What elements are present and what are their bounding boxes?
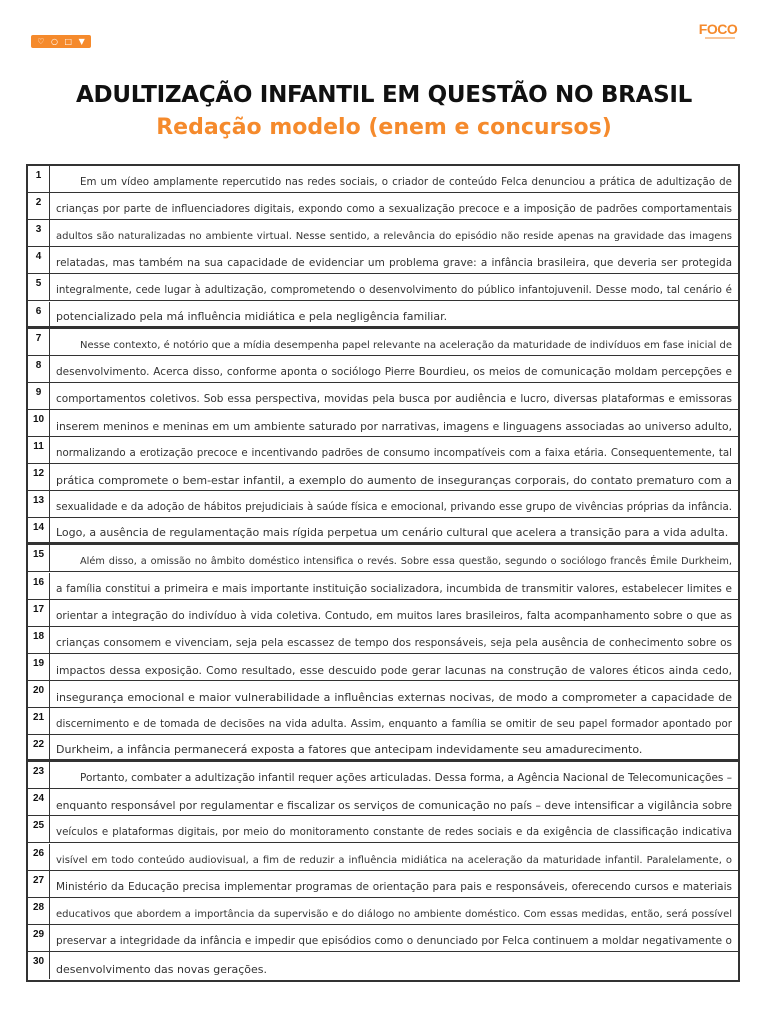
line-number: 14 [28,518,50,542]
line-number: 30 [28,952,50,979]
line-text: Ministério da Educação precisa implementar programas de orientação para pais e responsáveis, oferecendo cursos e materiais [56,880,732,893]
filter-icon[interactable]: ▼ [78,37,85,46]
brand-logo-tagline [705,37,735,39]
essay-line [28,735,738,762]
line-text: crianças por parte de influenciadores digitais, expondo como a sexualização precoce e a imposição de padrões comportamentais [56,203,732,216]
line-text: discernimento e de tomada de decisões na vida adulta. Assim, enquanto a família se omitir de seu papel formador apontado por [56,718,732,731]
line-number: 12 [28,464,50,490]
essay-line [28,166,738,193]
line-number: 15 [28,545,50,571]
essay-line [28,220,738,247]
action-toolbar [31,35,91,48]
line-number: 28 [28,898,50,924]
line-number: 2 [28,193,50,219]
essay-line [28,383,738,410]
page-title: ADULTIZAÇÃO INFANTIL EM QUESTÃO NO BRASIL [76,82,692,108]
line-text: prática compromete o bem-estar infantil, a exemplo do aumento de inseguranças corporais, do contato prematuro com a [56,474,732,488]
essay-line [28,789,738,816]
line-number: 18 [28,627,50,653]
line-text: educativos que abordem a importância da supervisão e do diálogo no ambiente doméstico. Com essas medidas, então, será possível [56,908,732,920]
essay-line [28,329,738,356]
essay-line [28,437,738,464]
line-number: 25 [28,816,50,842]
essay-line [28,464,738,491]
line-text: impactos dessa exposição. Como resultado, esse descuido pode gerar lacunas na construção de valores éticos ainda cedo, [56,663,732,677]
essay-line [28,491,738,518]
line-text: desenvolvimento das novas gerações. [56,962,267,976]
essay-line [28,302,738,329]
line-number: 26 [28,844,50,870]
line-number: 13 [28,491,50,517]
essay-line [28,545,738,572]
line-number: 21 [28,708,50,734]
line-number: 8 [28,356,50,382]
brand-logo: FOCO [698,21,738,37]
line-number: 29 [28,925,50,951]
essay-sheet [26,164,740,982]
line-text: inserem meninos e meninas em um ambiente saturado por narrativas, imagens e linguagens associadas ao universo adulto, [56,419,732,433]
line-text: Portanto, combater a adultização infantil requer ações articuladas. Dessa forma, a Agência Nacional de Telecomunicações – [80,772,732,785]
line-number: 27 [28,871,50,897]
line-text: Em um vídeo amplamente repercutido nas redes sociais, o criador de conteúdo Felca denunciou a prática de adultização de [80,176,732,189]
page-subtitle: Redação modelo (enem e concursos) [156,115,612,140]
essay-line [28,627,738,654]
essay-line [28,952,738,979]
line-text: preservar a integridade da infância e impedir que episódios como o denunciado por Felca continuem a moldar negativamente o [56,934,732,947]
line-number: 9 [28,383,50,409]
line-text: a família constitui a primeira e mais importante instituição socializadora, incumbida de transmitir valores, estabelecer limites e [56,582,732,595]
essay-line [28,600,738,627]
line-number: 22 [28,735,50,759]
essay-line [28,518,738,545]
line-text: orientar a integração do indivíduo à vida coletiva. Contudo, em muitos lares brasileiros, falta acompanhamento sobre o que as [56,609,732,622]
line-number: 17 [28,600,50,626]
line-number: 10 [28,410,50,436]
line-number: 5 [28,274,50,300]
essay-line [28,816,738,843]
line-text: enquanto responsável por regulamentar e fiscalizar os serviços de comunicação no país – deve intensificar a vigilância sobre [56,799,732,813]
essay-line [28,762,738,789]
essay-line [28,708,738,735]
line-text: Logo, a ausência de regulamentação mais rígida perpetua um cenário cultural que acelera a transição para a vida adulta. [56,526,729,540]
line-number: 1 [28,166,50,192]
essay-line [28,681,738,708]
line-number: 16 [28,573,50,599]
heart-icon[interactable]: ♡ [37,37,45,46]
essay-line [28,844,738,871]
essay-line [28,274,738,301]
line-text: adultos são naturalizadas no ambiente virtual. Nesse sentido, a relevância do episódio não reside apenas na gravidade das imagens [56,231,732,243]
line-text: crianças consomem e vivenciam, seja pela escassez de tempo dos responsáveis, seja pela ausência de conhecimento sobre os [56,636,732,649]
line-text: normalizando a erotização precoce e incentivando padrões de consumo incompatíveis com a faixa etária. Consequentemente, tal [56,447,732,460]
essay-line [28,193,738,220]
line-number: 24 [28,789,50,815]
line-text: Nesse contexto, é notório que a mídia desempenha papel relevante na aceleração da maturidade de indivíduos em fase inicial de [80,339,732,351]
essay-line [28,871,738,898]
line-text: visível em todo conteúdo audiovisual, a fim de reduzir a influência midiática na aceleração da maturidade infantil. Paralelamente, o [56,854,732,866]
line-number: 3 [28,220,50,246]
line-text: integralmente, cede lugar à adultização, comprometendo o desenvolvimento do público infantojuvenil. Desse modo, tal cenário é [56,284,732,297]
line-number: 11 [28,437,50,463]
line-text: sexualidade e da adoção de hábitos prejudiciais à saúde física e emocional, privando esse grupo de vivências próprias da infância. [56,501,732,514]
essay-line [28,410,738,437]
line-text: potencializado pela má influência midiática e pela negligência familiar. [56,309,448,323]
line-number: 20 [28,681,50,707]
line-text: relatadas, mas também na sua capacidade de evidenciar um problema grave: a infância brasileira, que deveria ser protegida [56,257,732,270]
essay-line [28,573,738,600]
bookmark-icon[interactable]: □ [64,37,73,46]
top-bar [0,0,768,60]
essay-line [28,247,738,274]
line-number: 7 [28,329,50,355]
essay-line [28,925,738,952]
comment-icon[interactable]: ○ [50,37,58,46]
line-text: desenvolvimento. Acerca disso, conforme aponta o sociólogo Pierre Bourdieu, os meios de comunicação moldam percepções e [56,365,732,378]
line-text: Além disso, a omissão no âmbito doméstico intensifica o revés. Sobre essa questão, segundo o sociólogo francês Émile Durkheim, [80,556,732,568]
line-text: comportamentos coletivos. Sob essa perspectiva, movidas pela busca por audiência e lucro, diversas plataformas e emissoras [56,392,732,405]
essay-line [28,356,738,383]
line-text: Durkheim, a infância permanecerá exposta a fatores que antecipam indevidamente seu amadurecimento. [56,743,643,757]
line-text: insegurança emocional e maior vulnerabilidade a influências externas nocivas, de modo a comprometer a capacidade de [56,690,732,704]
line-number: 19 [28,654,50,680]
line-number: 23 [28,762,50,788]
line-text: veículos e plataformas digitais, por meio do monitoramento constante de redes sociais e da exigência de classificação indicativa [56,826,732,839]
essay-line [28,898,738,925]
essay-line [28,654,738,681]
line-number: 4 [28,247,50,273]
line-number: 6 [28,302,50,326]
